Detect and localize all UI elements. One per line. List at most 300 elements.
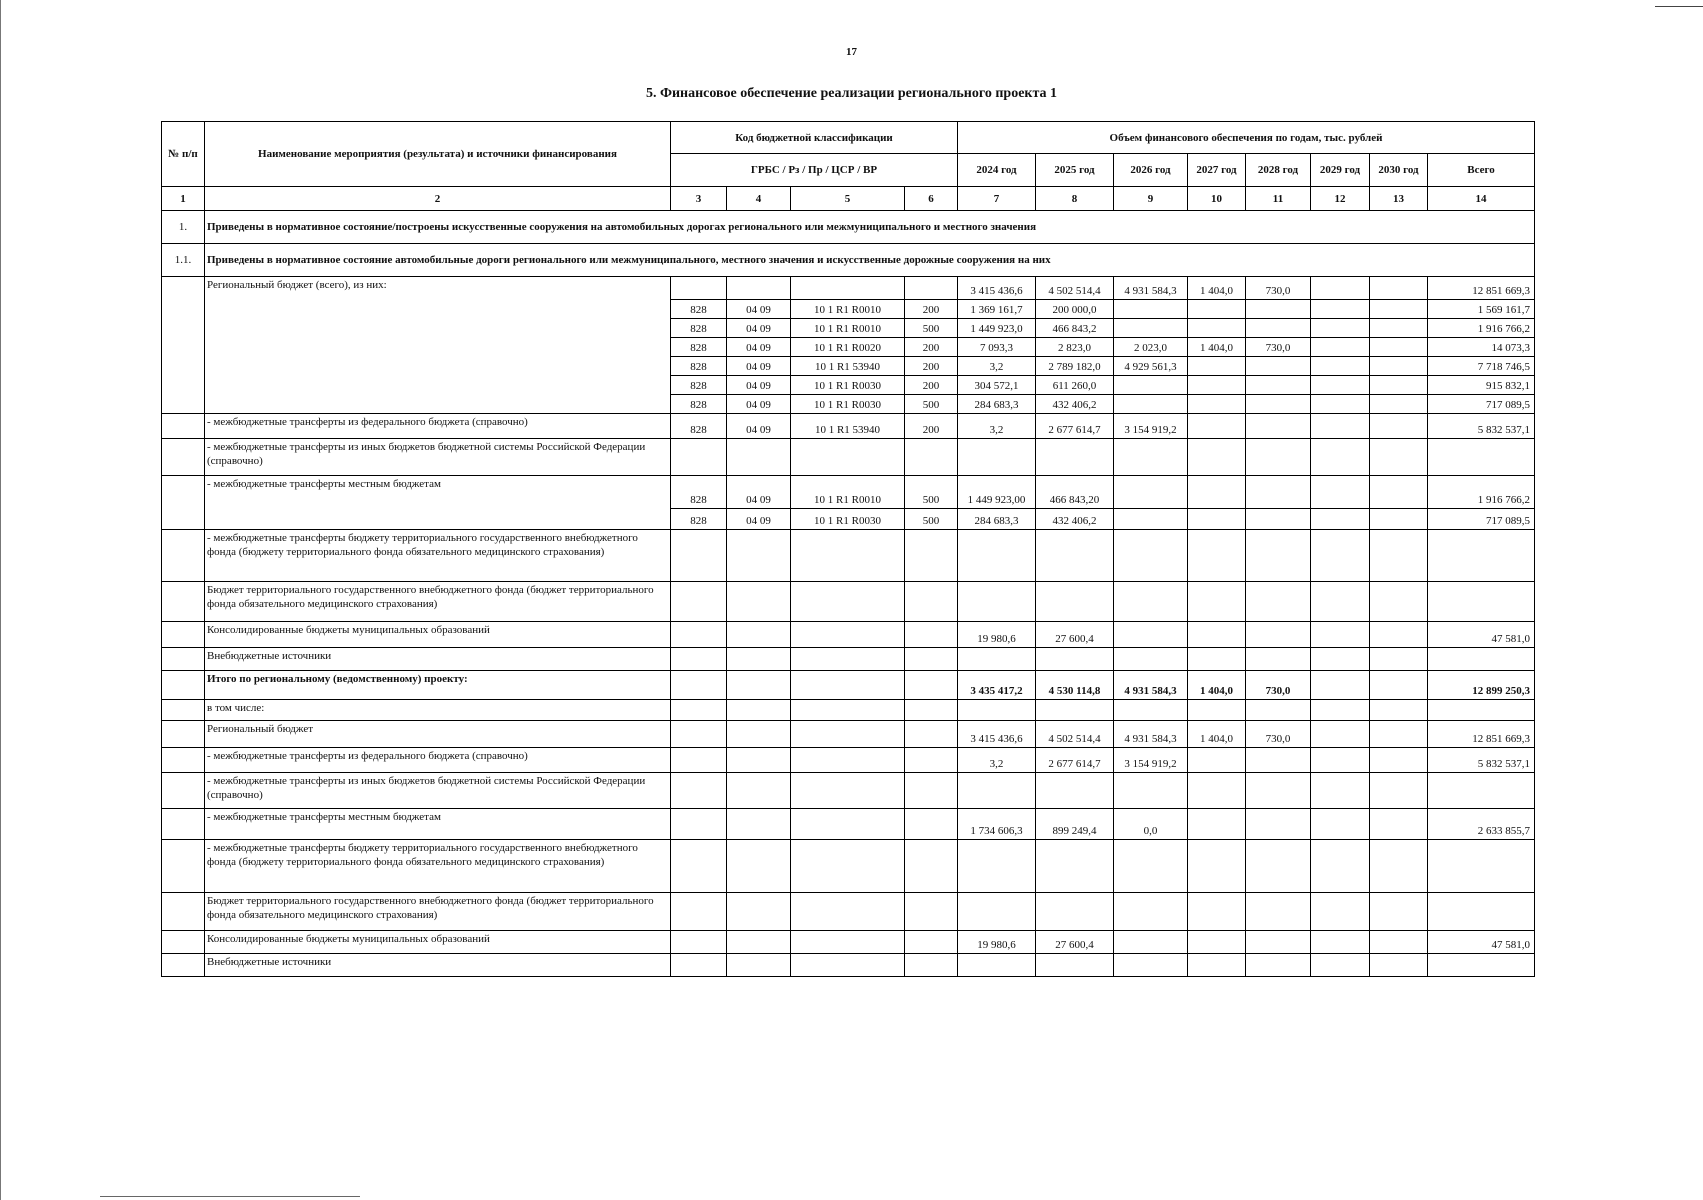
year-value-cell: [1114, 530, 1188, 582]
total-value-cell: 7 718 746,5: [1428, 357, 1535, 376]
section-index: 1.: [162, 211, 205, 244]
header-year: 2026 год: [1114, 154, 1188, 187]
year-value-cell: [1246, 931, 1311, 954]
rz-pr-cell: 04 09: [727, 338, 791, 357]
year-value-cell: [1188, 530, 1246, 582]
vr-cell: 500: [905, 509, 958, 530]
year-value-cell: [1370, 700, 1428, 721]
year-value-cell: [1370, 931, 1428, 954]
column-number-row: [162, 187, 1535, 211]
header-year: 2024 год: [958, 154, 1036, 187]
vr-cell: 200: [905, 414, 958, 439]
year-value-cell: [1246, 509, 1311, 530]
year-value-cell: [1311, 509, 1370, 530]
grbs-cell: 828: [671, 476, 727, 509]
year-value-cell: [1370, 809, 1428, 840]
vr-cell: 200: [905, 338, 958, 357]
header-year: 2030 год: [1370, 154, 1428, 187]
year-value-cell: [1428, 773, 1535, 809]
section-title: Приведены в нормативное состояние/построены искусственные сооружения на автомобильных дорогах регионального или межмуниципального и местного значения: [205, 211, 1535, 244]
table-row: [162, 439, 1535, 476]
code-cell: [791, 648, 905, 671]
year-value-cell: [1188, 476, 1246, 509]
total-value-cell: 47 581,0: [1428, 931, 1535, 954]
year-value-cell: [1370, 773, 1428, 809]
year-value-cell: 3 415 436,6: [958, 277, 1036, 300]
year-value-cell: [1114, 300, 1188, 319]
code-cell: [671, 773, 727, 809]
year-value-cell: 1 449 923,0: [958, 319, 1036, 338]
table-row: [162, 244, 1535, 277]
year-value-cell: [1246, 773, 1311, 809]
header-num: № п/п: [162, 122, 205, 187]
year-value-cell: [958, 530, 1036, 582]
year-value-cell: [1188, 439, 1246, 476]
index-cell: [162, 809, 205, 840]
table-row: [162, 414, 1535, 439]
total-value-cell: 2 633 855,7: [1428, 809, 1535, 840]
year-value-cell: [1114, 840, 1188, 893]
total-value-cell: 915 832,1: [1428, 376, 1535, 395]
table-row: [162, 648, 1535, 671]
header-year: 2028 год: [1246, 154, 1311, 187]
year-value-cell: 3 435 417,2: [958, 671, 1036, 700]
index-cell: [162, 530, 205, 582]
year-value-cell: 1 734 606,3: [958, 809, 1036, 840]
col-number: 14: [1428, 187, 1535, 211]
index-cell: [162, 439, 205, 476]
header-year: 2029 год: [1311, 154, 1370, 187]
year-value-cell: [1188, 622, 1246, 648]
year-value-cell: 611 260,0: [1036, 376, 1114, 395]
index-cell: [162, 622, 205, 648]
table-row: [162, 476, 1535, 509]
col-number: 7: [958, 187, 1036, 211]
code-cell: [671, 671, 727, 700]
code-cell: [727, 439, 791, 476]
regional-budget-label: Региональный бюджет (всего), из них:: [205, 277, 671, 414]
col-number: 6: [905, 187, 958, 211]
year-value-cell: 3 154 919,2: [1114, 748, 1188, 773]
year-value-cell: 284 683,3: [958, 395, 1036, 414]
year-value-cell: [1036, 954, 1114, 977]
year-value-cell: [1246, 530, 1311, 582]
code-cell: [671, 582, 727, 622]
year-value-cell: [1246, 700, 1311, 721]
code-cell: [727, 671, 791, 700]
header-total: Всего: [1428, 154, 1535, 187]
rz-pr-cell: 04 09: [727, 319, 791, 338]
vr-cell: 200: [905, 376, 958, 395]
year-value-cell: [1311, 671, 1370, 700]
summary-tfoms-budget-label: Бюджет территориального государственного внебюджетного фонда (бюджет территориального фонда обязательного медицинского страхования): [205, 893, 671, 931]
code-cell: [727, 648, 791, 671]
scan-edge-top: [1655, 6, 1703, 7]
index-cell: [162, 476, 205, 530]
code-cell: [905, 748, 958, 773]
year-value-cell: [1370, 893, 1428, 931]
year-value-cell: [958, 700, 1036, 721]
year-value-cell: [1036, 439, 1114, 476]
year-value-cell: [1246, 357, 1311, 376]
col-number: 13: [1370, 187, 1428, 211]
table-row: [162, 773, 1535, 809]
total-value-cell: 47 581,0: [1428, 622, 1535, 648]
year-value-cell: [1246, 809, 1311, 840]
code-cell: [671, 439, 727, 476]
year-value-cell: [1311, 622, 1370, 648]
year-value-cell: [1188, 809, 1246, 840]
year-value-cell: 4 931 584,3: [1114, 671, 1188, 700]
code-cell: [791, 809, 905, 840]
year-value-cell: [1114, 376, 1188, 395]
year-value-cell: [958, 773, 1036, 809]
csr-cell: 10 1 R1 R0030: [791, 376, 905, 395]
year-value-cell: [1370, 338, 1428, 357]
year-value-cell: [1311, 931, 1370, 954]
summary-municipal-label: Консолидированные бюджеты муниципальных образований: [205, 931, 671, 954]
col-number: 8: [1036, 187, 1114, 211]
year-value-cell: [1188, 414, 1246, 439]
header-name: Наименование мероприятия (результата) и источники финансирования: [205, 122, 671, 187]
year-value-cell: [1370, 582, 1428, 622]
year-value-cell: 730,0: [1246, 671, 1311, 700]
code-cell: [727, 530, 791, 582]
col-number: 11: [1246, 187, 1311, 211]
table-row: [162, 582, 1535, 622]
municipal-label: Консолидированные бюджеты муниципальных образований: [205, 622, 671, 648]
year-value-cell: [1188, 300, 1246, 319]
year-value-cell: [1246, 439, 1311, 476]
code-cell: [905, 530, 958, 582]
scan-edge-bottom: [100, 1196, 360, 1197]
table-row: [162, 893, 1535, 931]
code-cell: [727, 773, 791, 809]
index-cell: [162, 721, 205, 748]
year-value-cell: [1370, 530, 1428, 582]
year-value-cell: [1428, 582, 1535, 622]
year-value-cell: [1114, 395, 1188, 414]
year-value-cell: [1311, 395, 1370, 414]
year-value-cell: 730,0: [1246, 277, 1311, 300]
code-cell: [671, 277, 727, 300]
header-code-sub: ГРБС / Рз / Пр / ЦСР / ВР: [671, 154, 958, 187]
summary-local-transfer-label: - межбюджетные трансферты местным бюджетам: [205, 809, 671, 840]
year-value-cell: [1428, 893, 1535, 931]
year-value-cell: [1188, 376, 1246, 395]
code-cell: [791, 700, 905, 721]
grbs-cell: 828: [671, 319, 727, 338]
code-cell: [791, 277, 905, 300]
year-value-cell: [1246, 414, 1311, 439]
table-row: [162, 809, 1535, 840]
vr-cell: 200: [905, 300, 958, 319]
code-cell: [671, 700, 727, 721]
year-value-cell: [1246, 622, 1311, 648]
code-cell: [905, 648, 958, 671]
code-cell: [727, 277, 791, 300]
total-value-cell: 1 916 766,2: [1428, 476, 1535, 509]
year-value-cell: [1036, 700, 1114, 721]
year-value-cell: [1114, 893, 1188, 931]
tfoms-transfer-label: - межбюджетные трансферты бюджету территориального государственного внебюджетного фонда (бюджету территориального фонда обязательного медицинского страхования): [205, 530, 671, 582]
year-value-cell: 730,0: [1246, 338, 1311, 357]
code-cell: [791, 773, 905, 809]
code-cell: [905, 671, 958, 700]
year-value-cell: [1370, 439, 1428, 476]
year-value-cell: [1188, 700, 1246, 721]
year-value-cell: [1311, 748, 1370, 773]
year-value-cell: [1311, 530, 1370, 582]
code-cell: [671, 648, 727, 671]
year-value-cell: [1370, 357, 1428, 376]
vr-cell: 500: [905, 319, 958, 338]
table-row: [162, 721, 1535, 748]
code-cell: [791, 671, 905, 700]
code-cell: [791, 931, 905, 954]
code-cell: [671, 931, 727, 954]
index-cell: [162, 700, 205, 721]
year-value-cell: 432 406,2: [1036, 509, 1114, 530]
year-value-cell: [1311, 300, 1370, 319]
csr-cell: 10 1 R1 R0010: [791, 300, 905, 319]
code-cell: [727, 893, 791, 931]
code-cell: [727, 622, 791, 648]
table-row: [162, 671, 1535, 700]
year-value-cell: [1188, 648, 1246, 671]
index-cell: [162, 582, 205, 622]
year-value-cell: [1428, 840, 1535, 893]
year-value-cell: 27 600,4: [1036, 931, 1114, 954]
year-value-cell: [1188, 931, 1246, 954]
year-value-cell: 1 404,0: [1188, 721, 1246, 748]
table-row: [162, 622, 1535, 648]
code-cell: [905, 809, 958, 840]
year-value-cell: [1246, 893, 1311, 931]
col-number: 10: [1188, 187, 1246, 211]
year-value-cell: [1311, 439, 1370, 476]
table-row: [162, 931, 1535, 954]
grbs-cell: 828: [671, 376, 727, 395]
total-value-cell: 5 832 537,1: [1428, 414, 1535, 439]
year-value-cell: [1370, 622, 1428, 648]
table-row: [162, 840, 1535, 893]
year-value-cell: [1246, 840, 1311, 893]
code-cell: [727, 954, 791, 977]
code-cell: [727, 748, 791, 773]
grbs-cell: 828: [671, 414, 727, 439]
year-value-cell: 3 415 436,6: [958, 721, 1036, 748]
total-value-cell: 12 851 669,3: [1428, 277, 1535, 300]
year-value-cell: [1311, 319, 1370, 338]
year-value-cell: [1246, 395, 1311, 414]
year-value-cell: 2 677 614,7: [1036, 748, 1114, 773]
year-value-cell: [1311, 338, 1370, 357]
year-value-cell: [958, 439, 1036, 476]
year-value-cell: [1188, 509, 1246, 530]
code-cell: [905, 277, 958, 300]
year-value-cell: 3,2: [958, 414, 1036, 439]
table-row: [162, 277, 1535, 300]
rz-pr-cell: 04 09: [727, 414, 791, 439]
year-value-cell: [958, 582, 1036, 622]
year-value-cell: 2 023,0: [1114, 338, 1188, 357]
year-value-cell: [1370, 300, 1428, 319]
document-title: 5. Финансовое обеспечение реализации регионального проекта 1: [645, 86, 1058, 101]
year-value-cell: 19 980,6: [958, 931, 1036, 954]
code-cell: [671, 721, 727, 748]
year-value-cell: [1428, 530, 1535, 582]
code-cell: [671, 809, 727, 840]
code-cell: [671, 748, 727, 773]
col-number: 12: [1311, 187, 1370, 211]
code-cell: [671, 530, 727, 582]
rz-pr-cell: 04 09: [727, 395, 791, 414]
page-number: 17: [846, 46, 857, 58]
year-value-cell: [1246, 300, 1311, 319]
table-row: [162, 954, 1535, 977]
year-value-cell: 284 683,3: [958, 509, 1036, 530]
year-value-cell: 4 929 561,3: [1114, 357, 1188, 376]
code-cell: [671, 954, 727, 977]
financing-table: [161, 121, 1535, 977]
csr-cell: 10 1 R1 R0030: [791, 395, 905, 414]
tfoms-budget-label: Бюджет территориального государственного внебюджетного фонда (бюджет территориального фонда обязательного медицинского страхования): [205, 582, 671, 622]
year-value-cell: [1188, 893, 1246, 931]
including-label: в том числе:: [205, 700, 671, 721]
code-cell: [791, 893, 905, 931]
year-value-cell: 2 677 614,7: [1036, 414, 1114, 439]
year-value-cell: 3 154 919,2: [1114, 414, 1188, 439]
header-code-group: Код бюджетной классификации: [671, 122, 958, 154]
year-value-cell: 7 093,3: [958, 338, 1036, 357]
year-value-cell: 3,2: [958, 357, 1036, 376]
year-value-cell: [1246, 582, 1311, 622]
scan-edge-left: [0, 0, 1, 1200]
year-value-cell: 304 572,1: [958, 376, 1036, 395]
year-value-cell: [1311, 721, 1370, 748]
code-cell: [727, 809, 791, 840]
year-value-cell: [1188, 357, 1246, 376]
total-value-cell: 12 851 669,3: [1428, 721, 1535, 748]
year-value-cell: 27 600,4: [1036, 622, 1114, 648]
code-cell: [905, 622, 958, 648]
header-year: 2027 год: [1188, 154, 1246, 187]
year-value-cell: [1188, 773, 1246, 809]
year-value-cell: [1114, 700, 1188, 721]
year-value-cell: 2 789 182,0: [1036, 357, 1114, 376]
year-value-cell: [1370, 414, 1428, 439]
year-value-cell: [1370, 648, 1428, 671]
fed-transfer-label: - межбюджетные трансферты из федерального бюджета (справочно): [205, 414, 671, 439]
year-value-cell: [1114, 622, 1188, 648]
year-value-cell: [1311, 809, 1370, 840]
code-cell: [791, 530, 905, 582]
code-cell: [791, 721, 905, 748]
year-value-cell: 19 980,6: [958, 622, 1036, 648]
year-value-cell: [1428, 954, 1535, 977]
grbs-cell: 828: [671, 509, 727, 530]
index-cell: [162, 748, 205, 773]
year-value-cell: 1 404,0: [1188, 277, 1246, 300]
year-value-cell: [1114, 319, 1188, 338]
code-cell: [671, 893, 727, 931]
year-value-cell: [1114, 931, 1188, 954]
other-transfer-label: - межбюджетные трансферты из иных бюджетов бюджетной системы Российской Федерации (справочно): [205, 439, 671, 476]
extrabudget-label: Внебюджетные источники: [205, 648, 671, 671]
year-value-cell: [1036, 893, 1114, 931]
year-value-cell: 1 404,0: [1188, 338, 1246, 357]
code-cell: [905, 582, 958, 622]
col-number: 1: [162, 187, 205, 211]
year-value-cell: [1311, 376, 1370, 395]
year-value-cell: 466 843,2: [1036, 319, 1114, 338]
total-value-cell: 717 089,5: [1428, 395, 1535, 414]
year-value-cell: [1036, 648, 1114, 671]
year-value-cell: [1311, 954, 1370, 977]
year-value-cell: [958, 648, 1036, 671]
year-value-cell: [1114, 476, 1188, 509]
year-value-cell: [1311, 357, 1370, 376]
index-cell: [162, 773, 205, 809]
year-value-cell: [1246, 648, 1311, 671]
csr-cell: 10 1 R1 53940: [791, 414, 905, 439]
year-value-cell: 4 931 584,3: [1114, 721, 1188, 748]
year-value-cell: [1114, 773, 1188, 809]
code-cell: [791, 439, 905, 476]
year-value-cell: [1311, 414, 1370, 439]
year-value-cell: [1114, 439, 1188, 476]
vr-cell: 200: [905, 357, 958, 376]
rz-pr-cell: 04 09: [727, 476, 791, 509]
grbs-cell: 828: [671, 300, 727, 319]
year-value-cell: [1370, 840, 1428, 893]
col-number: 9: [1114, 187, 1188, 211]
code-cell: [727, 931, 791, 954]
col-number: 2: [205, 187, 671, 211]
total-value-cell: 14 073,3: [1428, 338, 1535, 357]
vr-cell: 500: [905, 476, 958, 509]
year-value-cell: [1246, 376, 1311, 395]
rz-pr-cell: 04 09: [727, 357, 791, 376]
rz-pr-cell: 04 09: [727, 509, 791, 530]
year-value-cell: [1246, 476, 1311, 509]
code-cell: [671, 622, 727, 648]
year-value-cell: [1114, 582, 1188, 622]
total-value-cell: 1 569 161,7: [1428, 300, 1535, 319]
col-number: 4: [727, 187, 791, 211]
year-value-cell: [1370, 509, 1428, 530]
year-value-cell: [1036, 773, 1114, 809]
code-cell: [791, 954, 905, 977]
year-value-cell: 2 823,0: [1036, 338, 1114, 357]
code-cell: [791, 582, 905, 622]
year-value-cell: 4 931 584,3: [1114, 277, 1188, 300]
col-number: 3: [671, 187, 727, 211]
section-title: Приведены в нормативное состояние автомобильные дороги регионального или межмуниципального, местного значения и искусственные дорожные сооружения на них: [205, 244, 1535, 277]
year-value-cell: [1311, 893, 1370, 931]
year-value-cell: [958, 840, 1036, 893]
year-value-cell: 3,2: [958, 748, 1036, 773]
year-value-cell: 4 502 514,4: [1036, 277, 1114, 300]
year-value-cell: [1370, 376, 1428, 395]
rz-pr-cell: 04 09: [727, 376, 791, 395]
year-value-cell: [1188, 319, 1246, 338]
year-value-cell: [1311, 648, 1370, 671]
year-value-cell: [1246, 748, 1311, 773]
csr-cell: 10 1 R1 R0030: [791, 509, 905, 530]
col-number: 5: [791, 187, 905, 211]
